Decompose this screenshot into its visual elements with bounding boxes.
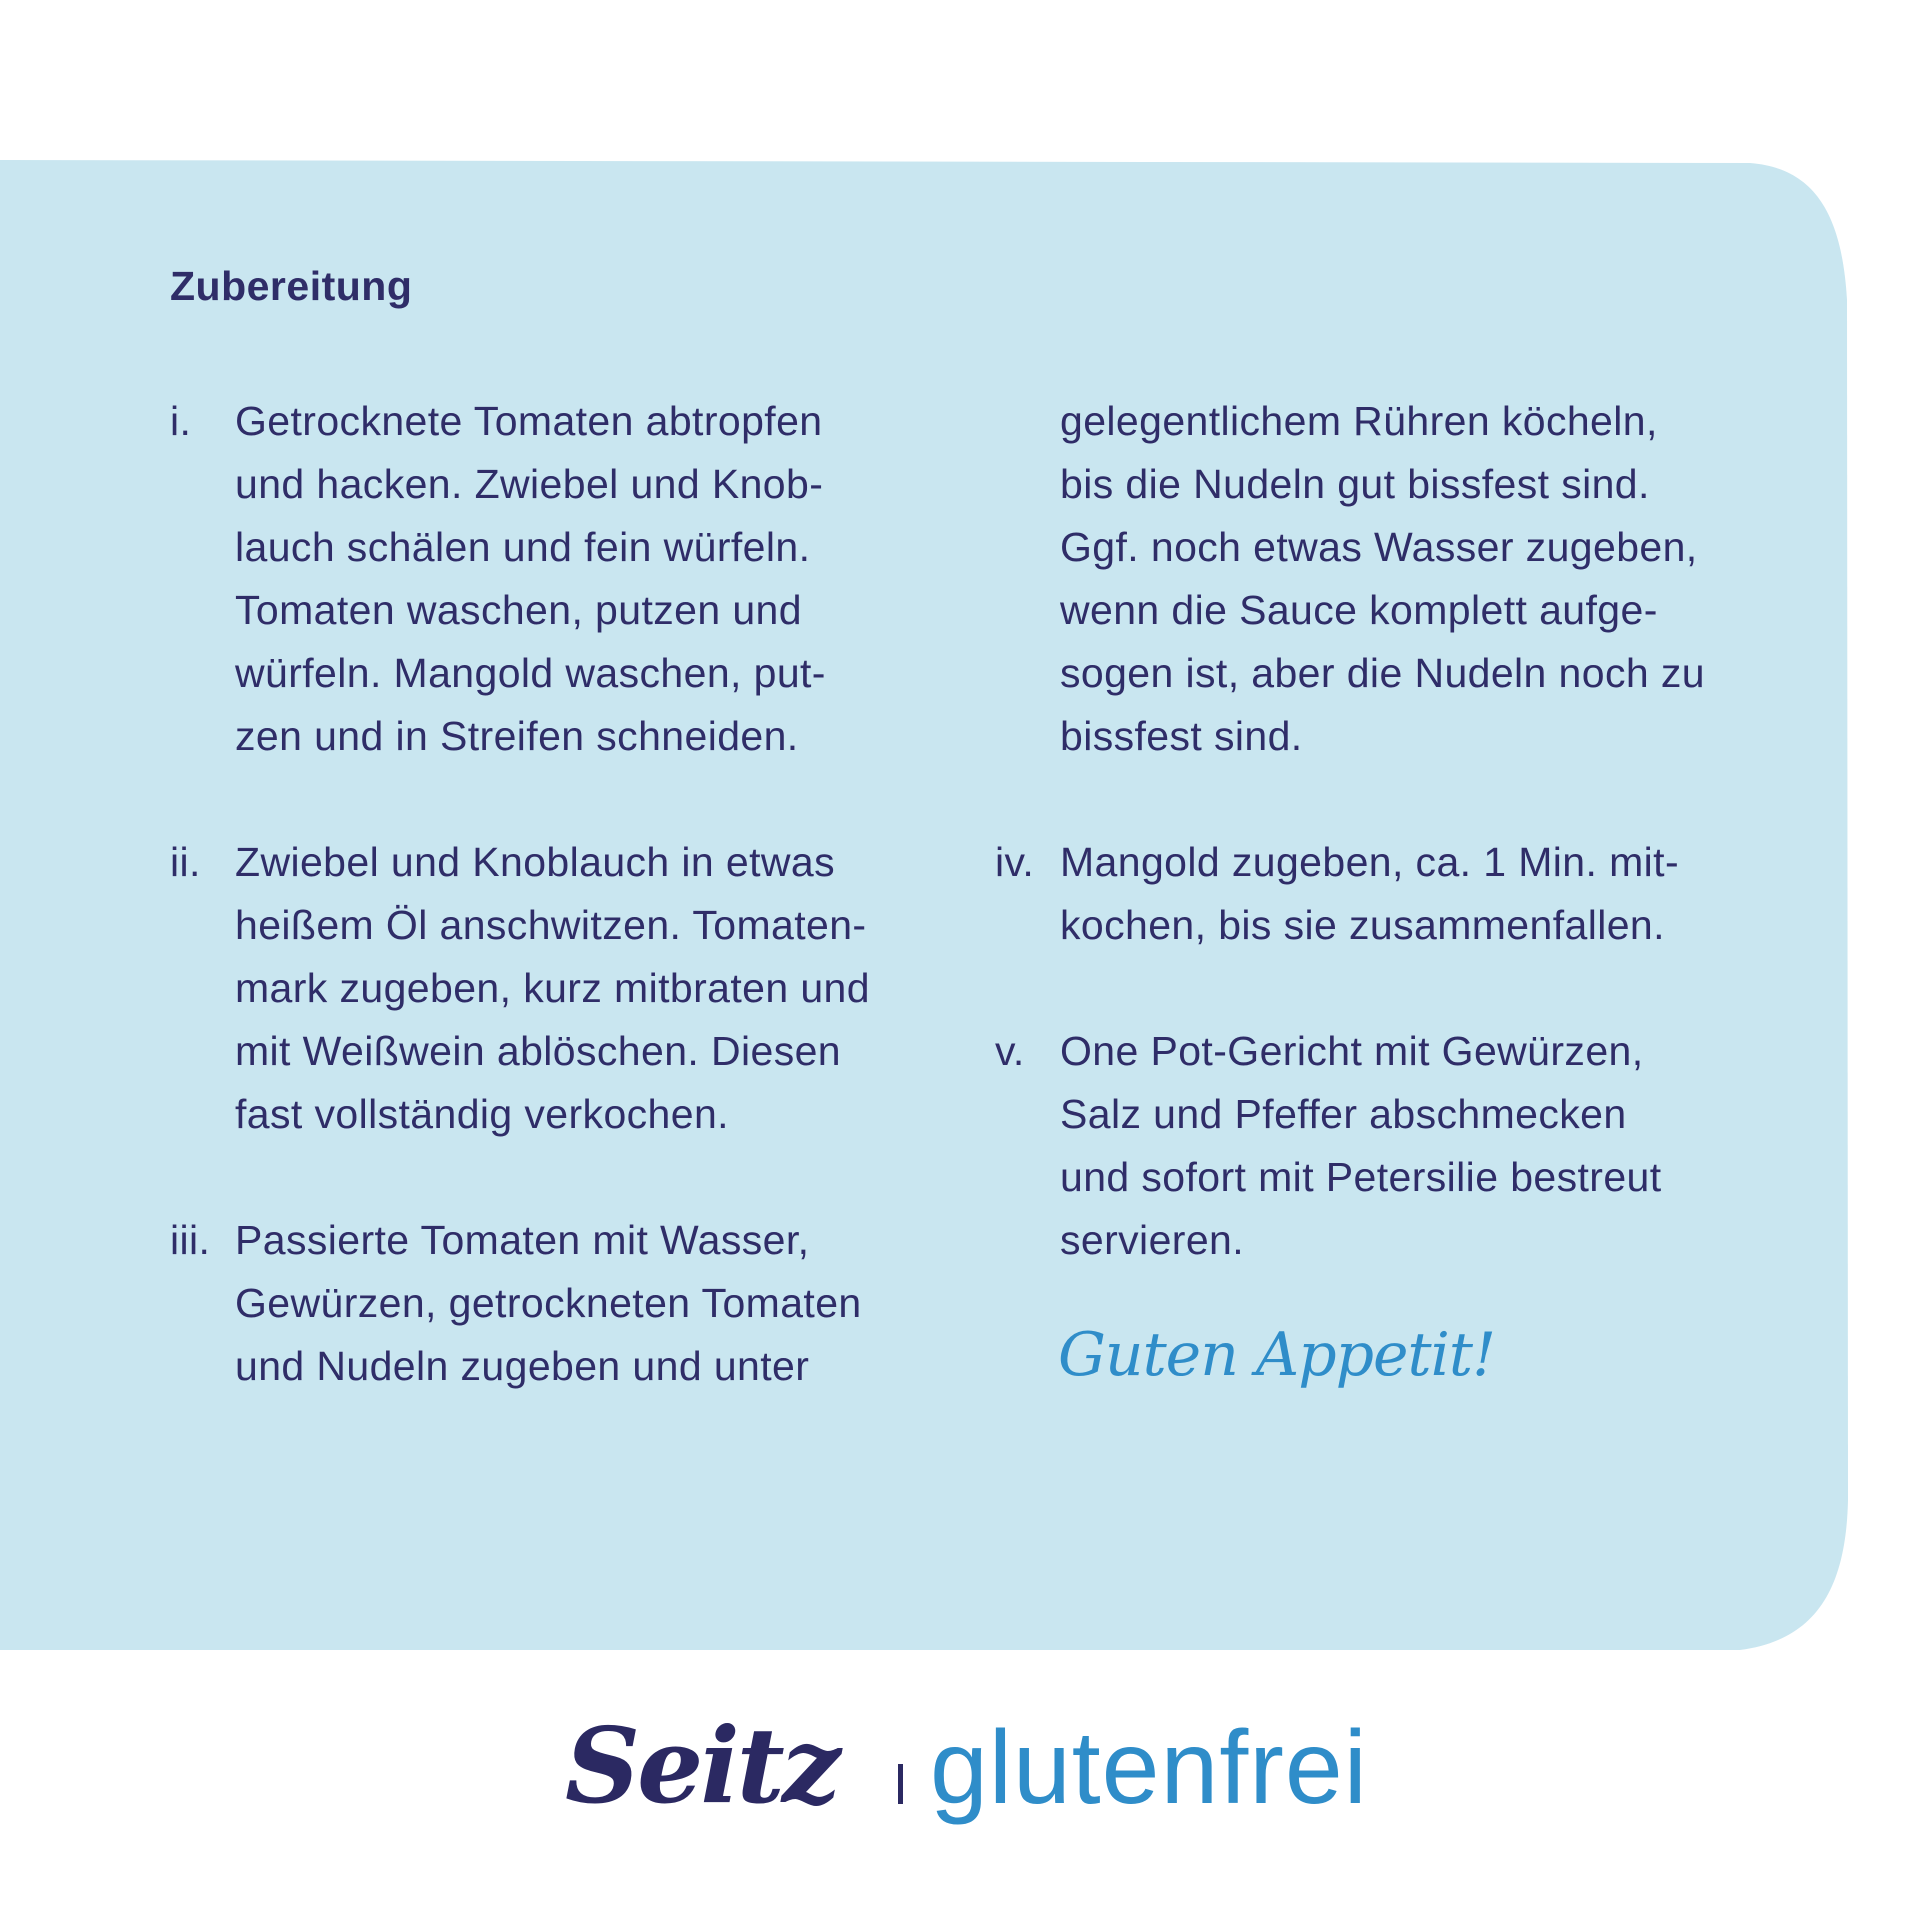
step-line: und hacken. Zwiebel und Knob- xyxy=(235,461,824,507)
step-text xyxy=(235,831,870,1146)
step-4 xyxy=(995,831,1795,957)
step-line: sogen ist, aber die Nudeln noch zu xyxy=(1060,650,1705,696)
step-line: lauch schälen und fein würfeln. xyxy=(235,524,811,570)
step-number: v. xyxy=(995,1028,1025,1074)
logo-subtitle: glutenfrei xyxy=(930,1710,1368,1826)
step-line: Salz und Pfeffer abschmecken xyxy=(1060,1091,1627,1137)
step-line: heißem Öl anschwitzen. Tomaten- xyxy=(235,902,867,948)
step-number: iii. xyxy=(170,1217,211,1263)
step-line: Mangold zugeben, ca. 1 Min. mit- xyxy=(1060,839,1679,885)
step-3 xyxy=(170,1209,950,1398)
step-line: Passierte Tomaten mit Wasser, xyxy=(235,1217,810,1263)
step-line: Ggf. noch etwas Wasser zugeben, xyxy=(1060,524,1698,570)
steps-column-left xyxy=(170,390,950,1398)
step-line: One Pot-Gericht mit Gewürzen, xyxy=(1060,1028,1644,1074)
step-number: i. xyxy=(170,398,192,444)
step-line: Zwiebel und Knoblauch in etwas xyxy=(235,839,836,885)
step-line: kochen, bis sie zusammenfallen. xyxy=(1060,902,1665,948)
step-line: gelegentlichem Rühren köcheln, xyxy=(1060,398,1658,444)
step-1 xyxy=(170,390,950,768)
brand-logo xyxy=(565,1700,1395,1840)
step-text xyxy=(1060,1020,1662,1272)
step-5 xyxy=(995,1020,1795,1272)
step-text xyxy=(1060,831,1679,957)
step-line: würfeln. Mangold waschen, put- xyxy=(235,650,826,696)
step-line: wenn die Sauce komplett aufge- xyxy=(1060,587,1658,633)
step-3-continuation xyxy=(995,390,1795,768)
logo-divider xyxy=(898,1764,903,1804)
step-line: servieren. xyxy=(1060,1217,1245,1263)
step-line: Gewürzen, getrockneten Tomaten xyxy=(235,1280,862,1326)
step-number: ii. xyxy=(170,839,201,885)
step-line: bissfest sind. xyxy=(1060,713,1303,759)
step-line: und sofort mit Petersilie bestreut xyxy=(1060,1154,1662,1200)
steps-column-right xyxy=(995,390,1795,1272)
step-text xyxy=(235,1209,862,1398)
step-line: Tomaten waschen, putzen und xyxy=(235,587,802,633)
step-line: bis die Nudeln gut bissfest sind. xyxy=(1060,461,1650,507)
step-line: fast vollständig verkochen. xyxy=(235,1091,729,1137)
closing-greeting: Guten Appetit! xyxy=(1058,1320,1496,1390)
step-2 xyxy=(170,831,950,1146)
section-title: Zubereitung xyxy=(170,263,413,309)
step-line: mark zugeben, kurz mitbraten und xyxy=(235,965,870,1011)
step-text xyxy=(235,390,826,768)
step-line: zen und in Streifen schneiden. xyxy=(235,713,799,759)
step-line: Getrocknete Tomaten abtropfen xyxy=(235,398,823,444)
step-line: und Nudeln zugeben und unter xyxy=(235,1343,810,1389)
step-line: mit Weißwein ablöschen. Diesen xyxy=(235,1028,841,1074)
logo-wordmark: Seitz xyxy=(565,1704,838,1827)
step-number: iv. xyxy=(995,839,1035,885)
